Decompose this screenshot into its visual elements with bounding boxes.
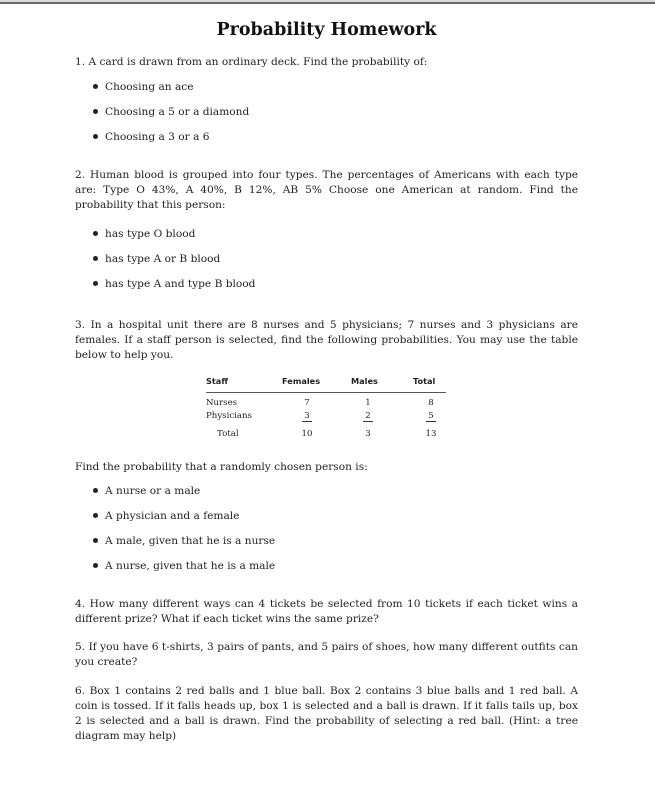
q3-item-3 [93, 534, 275, 548]
table-cell-nurses-total: 8 [428, 398, 434, 408]
bullet-icon [93, 538, 98, 543]
q1-item-3-label: Choosing a 3 or a 6 [105, 131, 210, 143]
table-header-males: Males [351, 376, 378, 386]
bullet-icon [93, 256, 98, 261]
q2-item-2-label: has type A or B blood [105, 253, 221, 265]
table-row-nurses-label: Nurses [206, 398, 238, 408]
question-1-text: 1. A card is drawn from an ordinary deck. Find the probability of: [75, 56, 428, 68]
bullet-icon [93, 109, 98, 114]
q3-item-1-label: A nurse or a male [105, 485, 201, 497]
q2-item-3 [93, 277, 255, 291]
table-row-total-label: Total [217, 429, 239, 439]
table-cell-physicians-total [416, 411, 446, 421]
q2-item-1-label: has type O blood [105, 228, 196, 240]
table-header-rule [206, 392, 446, 393]
staff-table [206, 374, 446, 444]
table-cell-total-total: 13 [425, 429, 437, 439]
q3-item-2 [93, 509, 239, 523]
bullet-icon [93, 488, 98, 493]
bullet-icon [93, 134, 98, 139]
table-header-staff: Staff [206, 376, 228, 386]
question-3-prompt: Find the probability that a randomly chosen person is: [75, 461, 368, 473]
table-header-females: Females [282, 376, 321, 386]
table-cell-nurses-females: 7 [304, 398, 310, 408]
bullet-icon [93, 513, 98, 518]
bullet-icon [93, 84, 98, 89]
question-6-text: 6. Box 1 contains 2 red balls and 1 blue ball. Box 2 contains 3 blue balls and 1 red ball. A coin is tossed. If it falls heads up, box 1 is selected and a ball is drawn. If it falls tails up, box 2 is selected and a ball is drawn. Find the probability of selecting a red ball. (Hint: a tree diagram may help) [75, 685, 578, 742]
table-row-physicians-label: Physicians [206, 411, 252, 421]
q1-item-1-label: Choosing an ace [105, 81, 194, 93]
q2-item-1 [93, 227, 195, 241]
q1-item-2 [93, 105, 249, 119]
table-cell-physicians-females [292, 411, 322, 421]
bullet-icon [93, 563, 98, 568]
table-cell-physicians-total-value: 5 [428, 411, 434, 421]
q3-item-1 [93, 484, 200, 498]
q3-item-4-label: A nurse, given that he is a male [105, 560, 276, 572]
top-border [0, 0, 655, 4]
question-4-text: 4. How many different ways can 4 tickets be selected from 10 tickets if each ticket wins a different prize? What if each ticket wins the same prize? [75, 598, 578, 625]
q2-item-3-label: has type A and type B blood [105, 278, 256, 290]
table-cell-physicians-males-value: 2 [365, 411, 371, 421]
q1-item-3 [93, 130, 210, 144]
q3-item-4 [93, 559, 275, 573]
question-3-text: 3. In a hospital unit there are 8 nurses and 5 physicians; 7 nurses and 3 physicians are females. If a staff person is selected, find the following probabilities. You may use the table below to help you. [75, 319, 578, 361]
table-cell-nurses-males: 1 [365, 398, 371, 408]
q1-item-1 [93, 80, 194, 94]
table-cell-physicians-females-value: 3 [304, 411, 310, 421]
table-cell-total-males: 3 [365, 429, 371, 439]
bullet-icon [93, 281, 98, 286]
table-cell-total-females: 10 [301, 429, 313, 439]
q3-item-2-label: A physician and a female [105, 510, 240, 522]
table-cell-physicians-males [353, 411, 383, 421]
table-header-total: Total [413, 376, 436, 386]
page-title: Probability Homework [216, 20, 437, 40]
bullet-icon [93, 231, 98, 236]
q2-item-2 [93, 252, 220, 266]
q3-item-3-label: A male, given that he is a nurse [105, 535, 276, 547]
q1-item-2-label: Choosing a 5 or a diamond [105, 106, 250, 118]
question-2-text: 2. Human blood is grouped into four types. The percentages of Americans with each type are: Type O 43%, A 40%, B 12%, AB 5% Choose one American at random. Find the probability that this person: [75, 169, 578, 211]
question-5-text: 5. If you have 6 t-shirts, 3 pairs of pants, and 5 pairs of shoes, how many different outfits can you create? [75, 641, 578, 668]
